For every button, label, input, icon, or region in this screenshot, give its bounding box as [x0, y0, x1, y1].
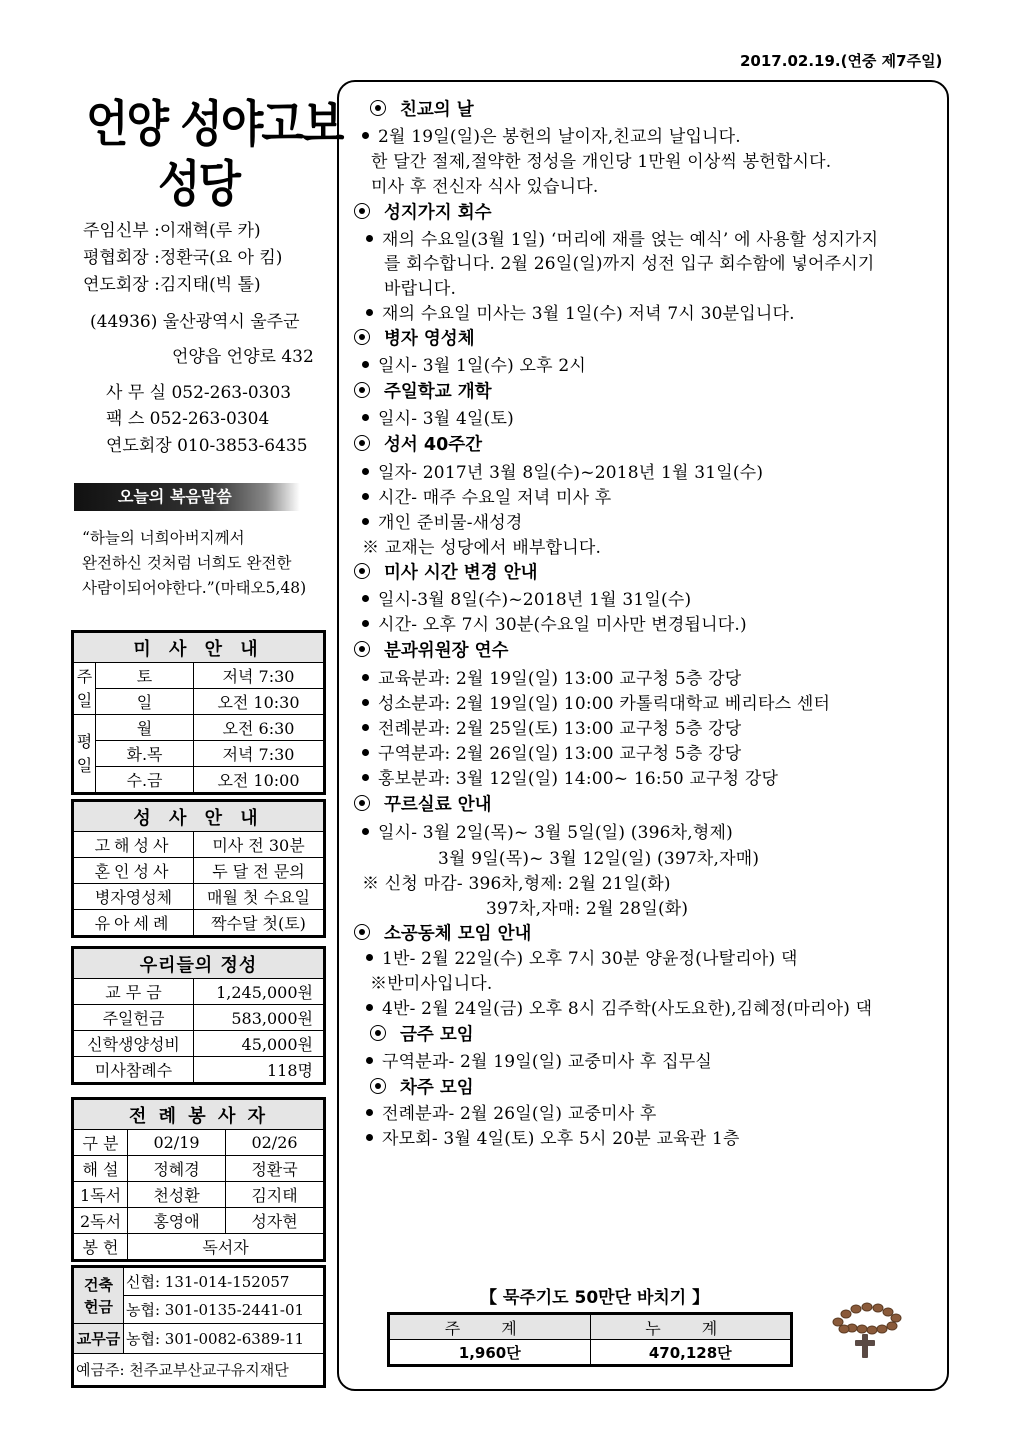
notice-text: 1반- 2월 22일(수) 오후 7시 30분 양윤정(나탈리아) 댁: [382, 949, 798, 969]
building-label-1: 건축: [84, 1275, 113, 1294]
offering-value: 1,245,000원: [194, 979, 324, 1005]
mass-day: 일: [96, 689, 194, 715]
bullet-icon: [362, 724, 369, 731]
offerings-table: [73, 948, 324, 1083]
section-title: 금주 모임: [400, 1025, 474, 1045]
bullseye-icon: [354, 795, 370, 811]
tithe-label: 교무금: [74, 1324, 124, 1354]
section-heading: [354, 378, 492, 403]
account-number: 농협: 301-0135-2441-01: [124, 1296, 324, 1324]
server-name: 홍영애: [128, 1208, 226, 1234]
bullet-icon: [362, 132, 369, 139]
gospel-text: [82, 526, 314, 601]
notice-text: 시간- 오후 7시 30분(수요일 미사만 변경됩니다.): [378, 615, 747, 635]
notice-text: 개인 준비물-새성경: [378, 513, 523, 533]
rosary-weekly-value: 1,960단: [390, 1340, 591, 1365]
notice-line: [366, 225, 878, 250]
rosary-total-value: 470,128단: [590, 1340, 791, 1365]
rosary-col-header: 누 계: [590, 1315, 791, 1340]
bullet-icon: [366, 1004, 373, 1011]
servers-col-label: 구 분: [74, 1130, 128, 1156]
notice-line: [362, 351, 586, 376]
section-title: 분과위원장 연수: [384, 641, 509, 661]
server-role: 1독서: [74, 1182, 128, 1208]
notice-text: 일시-3월 8일(수)~2018년 1월 31일(수): [378, 590, 692, 610]
bullet-icon: [362, 749, 369, 756]
gospel-heading: 오늘의 복음말씀: [74, 483, 300, 511]
notice-text: 구역분과- 2월 19일(일) 교중미사 후 집무실: [382, 1052, 713, 1072]
section-heading: [354, 325, 475, 350]
notice-line: [362, 739, 741, 764]
account-holder: 예금주: 천주교부산교구유지재단: [74, 1354, 324, 1386]
mass-schedule-heading: 미 사 안 내: [74, 633, 324, 663]
notice-line: [366, 994, 872, 1019]
bullet-icon: [366, 1057, 373, 1064]
notice-line: [366, 299, 795, 324]
bullet-icon: [366, 235, 373, 242]
rosary-icon: [826, 1296, 916, 1366]
bullet-icon: [362, 493, 369, 500]
mass-day: 월: [96, 715, 194, 741]
account-number: 신협: 131-014-152057: [124, 1268, 324, 1296]
sunday-label: 주일: [74, 663, 96, 715]
notice-text: 2월 19일(일)은 봉헌의 날이자,친교의 날입니다.: [378, 127, 741, 147]
bullseye-icon: [354, 329, 370, 345]
notice-text: 홍보분과: 3월 12일(일) 14:00~ 16:50 교구청 강당: [378, 769, 779, 789]
notice-line: [362, 404, 514, 429]
notice-text: 자모회- 3월 4일(토) 오후 5시 20분 교육관 1층: [382, 1129, 740, 1149]
notice-text: 일시- 3월 4일(토): [378, 409, 514, 429]
notice-text: 일시- 3월 1일(수) 오후 2시: [378, 356, 587, 376]
office-phone: 사 무 실 052-263-0303: [106, 383, 292, 403]
section-heading: [354, 791, 492, 816]
notice-line: [362, 664, 741, 689]
bullseye-icon: [370, 1025, 386, 1041]
mass-day: 수.금: [96, 767, 194, 793]
server-name: 김지태: [226, 1182, 324, 1208]
bullet-icon: [362, 828, 369, 835]
mass-time: 저녁 7:30: [194, 741, 324, 767]
offering-label: 주일헌금: [74, 1005, 194, 1031]
bullet-icon: [362, 674, 369, 681]
bullet-icon: [366, 309, 373, 316]
section-title: 친교의 날: [400, 100, 474, 120]
bullet-icon: [362, 414, 369, 421]
mass-time: 오전 10:00: [194, 767, 324, 793]
building-fund-label: [74, 1268, 124, 1324]
section-heading: [370, 1021, 474, 1046]
priest-line: 주임신부 :이재혁(루 카): [83, 221, 261, 241]
section-title: 병자 영성체: [384, 329, 475, 349]
rosary-table: [389, 1314, 791, 1365]
section-title: 주일학교 개학: [384, 382, 492, 402]
bullet-icon: [362, 468, 369, 475]
sacrament-label: 병자영성체: [74, 884, 194, 910]
offering-label: 신학생양성비: [74, 1031, 194, 1057]
gospel-line: 완전하신 것처럼 너희도 완전한: [82, 554, 292, 572]
mass-time: 저녁 7:30: [194, 663, 324, 689]
offering-value: 118명: [194, 1057, 324, 1083]
mass-day: 토: [96, 663, 194, 689]
notice-text: 전례분과: 2월 25일(토) 13:00 교구청 5층 강당: [378, 719, 742, 739]
notice-text: 구역분과: 2월 26일(일) 13:00 교구청 5층 강당: [378, 744, 742, 764]
notice-line: ※ 교재는 성당에서 배부합니다.: [362, 538, 602, 558]
notice-text: 4반- 2월 24일(금) 오후 8시 김주학(사도요한),김혜정(마리아) 댁: [382, 999, 873, 1019]
notice-line: 바랍니다.: [384, 279, 457, 299]
mass-time: 오전 6:30: [194, 715, 324, 741]
offering-label: 교 무 금: [74, 979, 194, 1005]
issue-date: 2017.02.19.(연중 제7주일): [740, 52, 943, 70]
offering-value: 45,000원: [194, 1031, 324, 1057]
bullet-icon: [362, 518, 369, 525]
sacrament-value: 미사 전 30분: [194, 832, 324, 858]
notice-line: 3월 9일(목)~ 3월 12일(일) (397차,자매): [438, 849, 760, 869]
servers-date: 02/26: [226, 1130, 324, 1156]
notice-text: 일자- 2017년 3월 8일(수)~2018년 1월 31일(수): [378, 463, 764, 483]
sacrament-value: 두 달 전 문의: [194, 858, 324, 884]
server-name: 정혜경: [128, 1156, 226, 1182]
notice-line: 397차,자매: 2월 28일(화): [486, 899, 689, 919]
rosary-title: 【 묵주기도 50만단 바치기 】: [480, 1288, 710, 1308]
bullseye-icon: [354, 203, 370, 219]
servers-table: [73, 1099, 324, 1260]
notice-line: [366, 1047, 712, 1072]
section-title: 미사 시간 변경 안내: [384, 563, 538, 583]
bullet-icon: [366, 954, 373, 961]
notice-text: 일시- 3월 2일(목)~ 3월 5일(일) (396차,형제): [378, 823, 733, 843]
notice-line: [366, 1124, 740, 1149]
accounts-table: [73, 1267, 324, 1386]
sacraments-heading: 성 사 안 내: [74, 802, 324, 832]
offering-label: 미사참례수: [74, 1057, 194, 1083]
notice-line: [362, 458, 763, 483]
mass-schedule-table: [73, 632, 324, 793]
bullet-icon: [362, 620, 369, 627]
bullet-icon: [362, 774, 369, 781]
notice-line: [366, 1099, 657, 1124]
notice-line: [362, 585, 691, 610]
notice-line: [362, 508, 523, 533]
bullseye-icon: [354, 435, 370, 451]
section-heading: [370, 96, 474, 121]
notice-line: 미사 후 전신자 식사 있습니다.: [371, 177, 599, 197]
bullet-icon: [366, 1109, 373, 1116]
mass-time: 오전 10:30: [194, 689, 324, 715]
sacrament-label: 고해성사: [74, 832, 194, 858]
notice-line: ※ 신청 마감- 396차,형제: 2월 21일(화): [362, 874, 671, 894]
gospel-line: “하늘의 너희아버지께서: [82, 529, 245, 547]
notice-line: [362, 483, 611, 508]
section-title: 꾸르실료 안내: [384, 795, 492, 815]
rosary-col-header: 주 계: [390, 1315, 591, 1340]
server-name: 천성환: [128, 1182, 226, 1208]
section-heading: [370, 1074, 474, 1099]
notice-text: 전례분과- 2월 26일(일) 교중미사 후: [382, 1104, 657, 1124]
notice-line: [362, 818, 733, 843]
servers-date: 02/19: [128, 1130, 226, 1156]
notice-text: 재의 수요일(3월 1일) ‘머리에 재를 얹는 예식’ 에 사용할 성지가지: [382, 230, 879, 250]
server-name: 정환국: [226, 1156, 324, 1182]
account-number: 농협: 301-0082-6389-11: [124, 1324, 324, 1354]
sacrament-label: 혼인성사: [74, 858, 194, 884]
notice-text: 재의 수요일 미사는 3월 1일(수) 저녁 7시 30분입니다.: [382, 304, 795, 324]
section-heading: [354, 431, 482, 456]
bullseye-icon: [354, 641, 370, 657]
server-role: 2독서: [74, 1208, 128, 1234]
weekday-label: 평일: [74, 715, 96, 793]
notice-line: ※반미사입니다.: [370, 974, 493, 994]
parish-title-line2: 성당: [158, 156, 240, 214]
server-role: 해 설: [74, 1156, 128, 1182]
bullseye-icon: [370, 1078, 386, 1094]
dev-president-phone: 연도회장 010-3853-6435: [106, 436, 308, 456]
servers-heading: 전 례 봉 사 자: [74, 1100, 324, 1130]
bullet-icon: [362, 699, 369, 706]
section-heading: [354, 637, 508, 662]
bullseye-icon: [370, 100, 386, 116]
notice-line: [362, 689, 830, 714]
notice-line: 한 달간 절제,절약한 정성을 개인당 1만원 이상씩 봉헌합시다.: [371, 152, 832, 172]
section-title: 성서 40주간: [384, 435, 483, 455]
server-name: 성자현: [226, 1208, 324, 1234]
server-name: 독서자: [128, 1234, 324, 1260]
bullseye-icon: [354, 563, 370, 579]
gospel-line: 사람이되어야한다.”(마태오5,48): [82, 579, 307, 597]
notice-line: [362, 764, 778, 789]
section-heading: [354, 920, 531, 945]
parish-title: 언양 성야고보: [86, 96, 343, 154]
notice-line: [362, 122, 741, 147]
bullseye-icon: [354, 924, 370, 940]
sacrament-value: 매월 첫 수요일: [194, 884, 324, 910]
notice-text: 시간- 매주 수요일 저녁 미사 후: [378, 488, 612, 508]
notice-line: [366, 944, 798, 969]
dev-president-line: 연도회장 :김지태(빅 톨): [83, 275, 261, 295]
notice-text: 교육분과: 2월 19일(일) 13:00 교구청 5층 강당: [378, 669, 742, 689]
mass-day: 화.목: [96, 741, 194, 767]
bullet-icon: [366, 1134, 373, 1141]
council-president-line: 평협회장 :정환국(요 아 킴): [83, 248, 283, 268]
sacrament-value: 짝수달 첫(토): [194, 910, 324, 936]
notice-line: [362, 610, 747, 635]
bullet-icon: [362, 361, 369, 368]
address-line2: 언양읍 언양로 432: [172, 347, 314, 367]
offering-value: 583,000원: [194, 1005, 324, 1031]
bullseye-icon: [354, 382, 370, 398]
building-label-2: 헌금: [84, 1297, 113, 1316]
section-title: 성지가지 회수: [384, 203, 492, 223]
address-line1: (44936) 울산광역시 울주군: [90, 312, 300, 332]
section-heading: [354, 559, 538, 584]
section-title: 소공동체 모임 안내: [384, 924, 532, 944]
notice-line: 를 회수합니다. 2월 26일(일)까지 성전 입구 회수함에 넣어주시기: [384, 254, 875, 274]
notice-text: 성소분과: 2월 19일(일) 10:00 카톨릭대학교 베리타스 센터: [378, 694, 831, 714]
fax-number: 팩 스 052-263-0304: [106, 409, 270, 429]
bullet-icon: [362, 595, 369, 602]
sacraments-table: [73, 801, 324, 936]
offerings-heading: 우리들의 정성: [74, 949, 324, 979]
section-title: 차주 모임: [400, 1078, 474, 1098]
section-heading: [354, 199, 492, 224]
notice-line: [362, 714, 741, 739]
sacrament-label: 유아세례: [74, 910, 194, 936]
server-role: 봉 헌: [74, 1234, 128, 1260]
